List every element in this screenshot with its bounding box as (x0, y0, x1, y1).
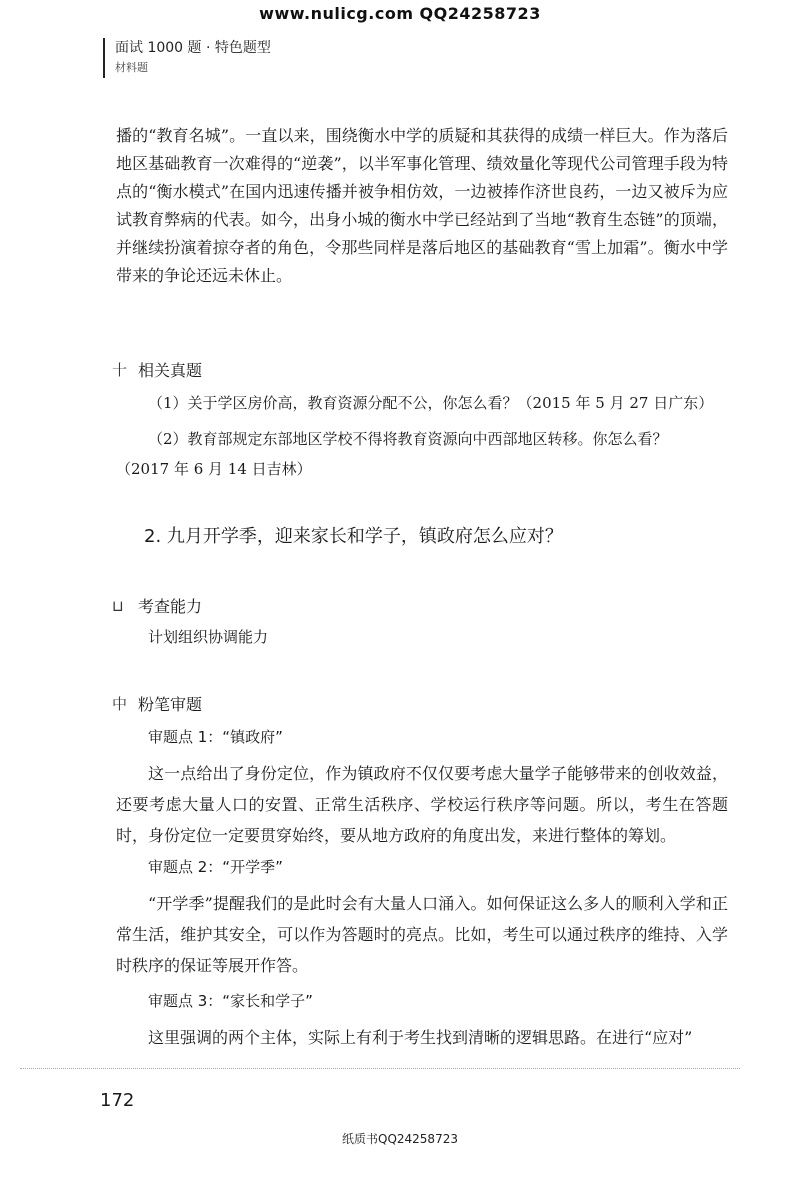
related-question-1: （1）关于学区房价高，教育资源分配不公，你怎么看？（2015 年 5 月 27 日广东） (148, 394, 714, 412)
point-2-title: 审题点 2：“开学季” (148, 858, 283, 876)
ability-heading (112, 594, 202, 617)
related-question-2: （2）教育部规定东部地区学校不得将教育资源向中西部地区转移。你怎么看？ (148, 430, 668, 448)
related-questions-title: 相关真题 (138, 361, 203, 380)
section-name: 材料题 (115, 61, 148, 74)
related-questions-icon: 十 (112, 361, 128, 379)
point-3-title: 审题点 3：“家长和学子” (148, 992, 313, 1010)
question-title: 2. 九月开学季，迎来家长和学子，镇政府怎么应对？ (144, 526, 563, 547)
analysis-icon: 中 (112, 695, 128, 713)
book-title: 面试 1000 题 · 特色题型 (115, 40, 271, 56)
point-2-text: “开学季”提醒我们的是此时会有大量人口涌入。如何保证这么多人的顺利入学和正常生活，维护其安全，可以作为答题时的亮点。比如，考生可以通过秩序的维持、入学时秩序的保证等展开作答。 (116, 894, 728, 975)
analysis-title: 粉笔审题 (138, 695, 203, 714)
related-questions-heading (112, 358, 202, 381)
running-header (103, 38, 271, 78)
page-number: 172 (100, 1090, 135, 1111)
intro-paragraph: 播的“教育名城”。一直以来，围绕衡水中学的质疑和其获得的成绩一样巨大。作为落后地区基础教育一次难得的“逆袭”，以半军事化管理、绩效量化等现代公司管理手段为特点的“衡水模式”在国内迅速传播并被争相仿效，一边被捧作济世良药，一边又被斥为应试教育弊病的代表。如今，出身小城的衡水中学已经站到了当地“教育生态链”的顶端，并继续扮演着掠夺者的角色，令那些同样是落后地区的基础教育“雪上加霜”。衡水中学带来的争论还远未休止。 (116, 126, 728, 285)
related-question-2-date: （2017 年 6 月 14 日吉林） (116, 460, 312, 478)
scan-artifact-line (20, 1068, 740, 1069)
point-1-title: 审题点 1：“镇政府” (148, 728, 283, 746)
point-1-text: 这一点给出了身份定位，作为镇政府不仅仅要考虑大量学子能够带来的创收效益，还要考虑大量人口的安置、正常生活秩序、学校运行秩序等问题。所以，考生在答题时，身份定位一定要贯穿始终，要从地方政府的角度出发，来进行整体的筹划。 (116, 764, 728, 845)
watermark-bottom: 纸质书QQ24258723 (342, 1132, 458, 1146)
analysis-heading (112, 692, 202, 715)
ability-text: 计划组织协调能力 (148, 628, 269, 646)
watermark-top: www.nulicg.com QQ24258723 (259, 4, 541, 23)
point-3-text: 这里强调的两个主体，实际上有利于考生找到清晰的逻辑思路。在进行“应对” (148, 1028, 693, 1047)
ability-icon: ⊔ (112, 596, 124, 615)
ability-title: 考查能力 (138, 597, 203, 616)
